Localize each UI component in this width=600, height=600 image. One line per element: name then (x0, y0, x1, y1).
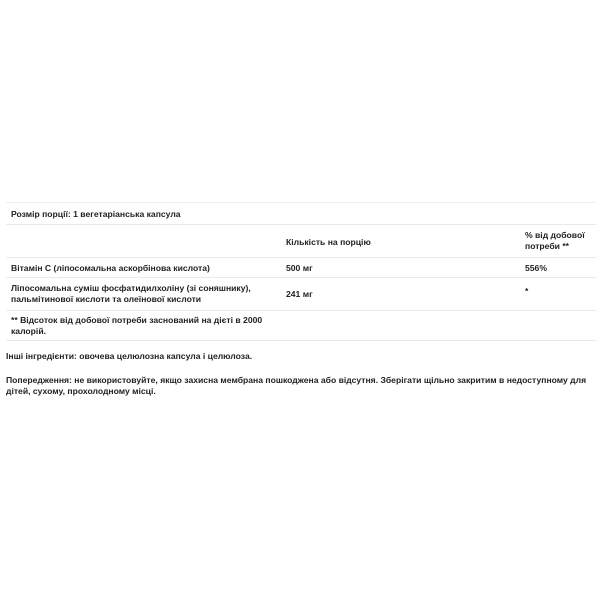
ingredient-name: Вітамін C (ліпосомальна аскорбінова кислота) (11, 263, 210, 273)
table-header-row (6, 225, 596, 258)
table-row (6, 278, 596, 311)
ingredient-daily-value: 556% (525, 263, 547, 273)
ingredient-amount: 500 мг (286, 263, 313, 273)
other-ingredients: Інші інгредієнти: овочева целюлозна капсула і целюлоза. (6, 351, 253, 361)
daily-value-footnote: ** Відсоток від добової потреби заснований на дієті в 2000 калорій. (11, 315, 263, 336)
ingredient-daily-value: * (525, 286, 529, 296)
amount-header: Кількість на порцію (286, 237, 371, 247)
ingredient-name: Ліпосомальна суміш фосфатидилхоліну (зі соняшнику), пальмітинової кислоти та олеїнової кислоти (11, 283, 251, 304)
serving-size-row (6, 203, 596, 225)
daily-value-header: % від добової потреби ** (525, 230, 585, 251)
footnote-row (6, 311, 596, 341)
supplement-facts-table (6, 202, 596, 341)
warning-text: Попередження: не використовуйте, якщо захисна мембрана пошкоджена або відсутня. Зберігати щільно закритим в недоступному для дітей, сухому, прохолодному місці. (6, 375, 587, 396)
table-row (6, 258, 596, 278)
serving-size-label: Розмір порції: 1 вегетаріанська капсула (11, 209, 181, 219)
ingredient-amount: 241 мг (286, 289, 313, 299)
